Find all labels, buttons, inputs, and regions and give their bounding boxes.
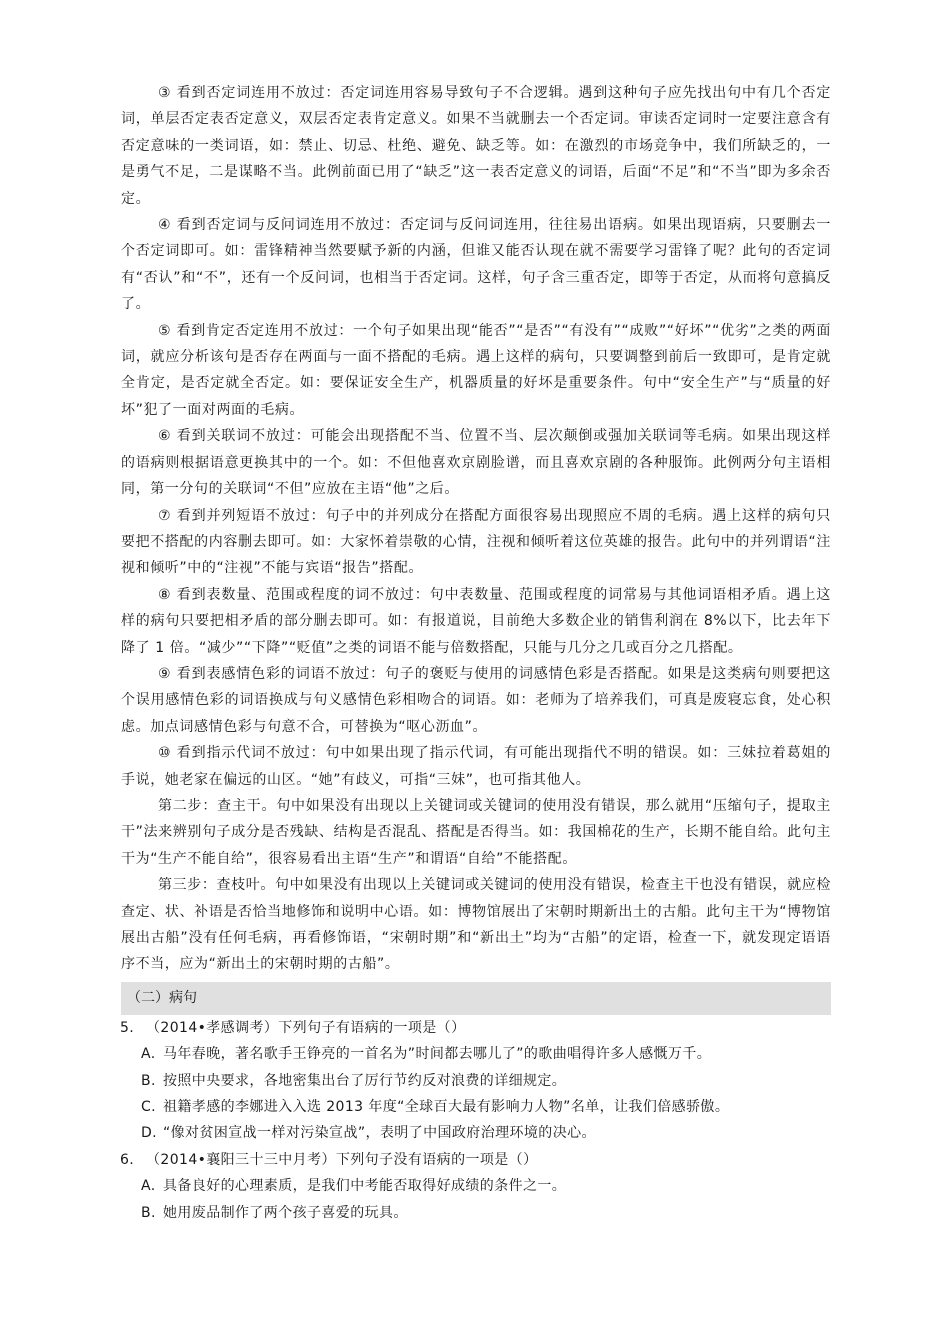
option-a[interactable]: A. 具备良好的心理素质，是我们中考能否取得好成绩的条件之一。 bbox=[141, 1178, 567, 1195]
paragraph-quantity-words: ⑧ 看到表数量、范围或程度的词不放过：句中表数量、范围或程度的词常易与其他词语相矛盾。遇上这样的病句只要把相矛盾的部分删去即可。如：有报道说，目前绝大多数企业的销售利润在 8%以下，比去年下降了 1 倍。“减少”“下降”“贬值”之类的词语不能与倍数搭配，只能与几分之几或百分之几搭配。 bbox=[121, 586, 831, 656]
section-heading: （二）病句 bbox=[121, 982, 831, 1015]
paragraph-conjunctions: ⑥ 看到关联词不放过：可能会出现搭配不当、位置不当、层次颠倒或强加关联词等毛病。如果出现这样的语病则根据语意更换其中的一个。如：不但他喜欢京剧脸谱，而且喜欢京剧的各种服饰。此例两分句主语相同，第一分句的关联词“不但”应放在主语“他”之后。 bbox=[121, 428, 831, 498]
paragraph-two-sided-words: ⑤ 看到肯定否定连用不放过：一个句子如果出现“能否”“是否”“有没有”“成败”“好坏”“优劣”之类的两面词，就应分析该句是否存在两面与一面不搭配的毛病。遇上这样的病句，只要调整到前后一致即可，是肯定就全肯定，是否定就全否定。如：要保证安全生产，机器质量的好坏是重要条件。句中“安全生产”与“质量的好坏”犯了一面对两面的毛病。 bbox=[121, 322, 831, 418]
option-b[interactable]: B. 她用废品制作了两个孩子喜爱的玩具。 bbox=[141, 1204, 408, 1221]
option-a[interactable]: A. 马年春晚，著名歌手王铮亮的一首名为”时间都去哪儿了”的歌曲唱得许多人感慨万千。 bbox=[141, 1046, 712, 1063]
paragraph-negation-rhetorical: ④ 看到否定词与反问词连用不放过：否定词与反问词连用，往往易出语病。如果出现语病，只要删去一个否定词即可。如：雷锋精神当然要赋予新的内涵，但谁又能否认现在就不需要学习雷锋了呢？此句的否定词有“否认”和“不”，还有一个反问词，也相当于否定词。这样，句子含三重否定，即等于否定，从而将句意搞反了。 bbox=[121, 217, 831, 313]
question-number: 5. bbox=[120, 1019, 135, 1036]
option-d[interactable]: D. “像对贫困宣战一样对污染宣战”，表明了中国政府治理环境的决心。 bbox=[141, 1125, 596, 1142]
paragraph-emotional-color: ⑨ 看到表感情色彩的词语不放过：句子的褒贬与使用的词感情色彩是否搭配。如果是这类病句则要把这个误用感情色彩的词语换成与句义感情色彩相吻合的词语。如：老师为了培养我们，可真是废寝忘食，处心积虑。加点词感情色彩与句意不合，可替换为“呕心沥血”。 bbox=[121, 665, 831, 735]
question-6 bbox=[121, 1147, 831, 1226]
question-number: 6. bbox=[120, 1151, 135, 1168]
document-content bbox=[121, 80, 831, 1226]
option-c[interactable]: C. 祖籍孝感的李娜进入入选 2013 年度“全球百大最有影响力人物”名单，让我们倍感骄傲。 bbox=[141, 1099, 730, 1116]
question-text: （2014•孝感调考）下列句子有语病的一项是（） bbox=[146, 1019, 466, 1036]
paragraph-step-three: 第三步：查枝叶。句中如果没有出现以上关键词或关键词的使用没有错误，检查主干也没有错误，就应检查定、状、补语是否恰当地修饰和说明中心语。如：博物馆展出了宋朝时期新出土的古船。此句主干为“博物馆展出古船”没有任何毛病，再看修饰语，“宋朝时期”和“新出土”均为“古船”的定语，检查一下，就发现定语语序不当，应为“新出土的宋朝时期的古船”。 bbox=[121, 877, 831, 973]
question-text: （2014•襄阳三十三中月考）下列句子没有语病的一项是（） bbox=[146, 1151, 538, 1168]
question-5 bbox=[121, 1015, 831, 1147]
question-stem bbox=[120, 1015, 831, 1041]
paragraph-step-two: 第二步：查主干。句中如果没有出现以上关键词或关键词的使用没有错误，那么就用“压缩句子，提取主干”法来辨别句子成分是否残缺、结构是否混乱、搭配是否得当。如：我国棉花的生产，长期不能自给。此句主干为“生产不能自给”，很容易看出主语“生产”和谓语“自给”不能搭配。 bbox=[121, 797, 831, 867]
paragraph-demonstratives: ⑩ 看到指示代词不放过：句中如果出现了指示代词，有可能出现指代不明的错误。如：三妹拉着葛姐的手说，她老家在偏远的山区。“她”有歧义，可指“三妹”，也可指其他人。 bbox=[121, 745, 831, 788]
option-b[interactable]: B. 按照中央要求，各地密集出台了厉行节约反对浪费的详细规定。 bbox=[141, 1072, 567, 1089]
paragraph-parallel-phrases: ⑦ 看到并列短语不放过：句子中的并列成分在搭配方面很容易出现照应不周的毛病。遇上这样的病句只要把不搭配的内容删去即可。如：大家怀着崇敬的心情，注视和倾听着这位英雄的报告。此句中的并列谓语“注视和倾听”中的“注视”不能与宾语“报告”搭配。 bbox=[121, 507, 831, 577]
question-stem bbox=[120, 1147, 831, 1173]
paragraph-negation-repeat: ③ 看到否定词连用不放过：否定词连用容易导致句子不合逻辑。遇到这种句子应先找出句中有几个否定词，单层否定表否定意义，双层否定表肯定意义。如果不当就删去一个否定词。审读否定词时一定要注意含有否定意味的一类词语，如：禁止、切忌、杜绝、避免、缺乏等。如：在激烈的市场竞争中，我们所缺乏的，一是勇气不足，二是谋略不当。此例前面已用了“缺乏”这一表否定意义的词语，后面“不足”和“不当”即为多余否定。 bbox=[121, 85, 831, 207]
